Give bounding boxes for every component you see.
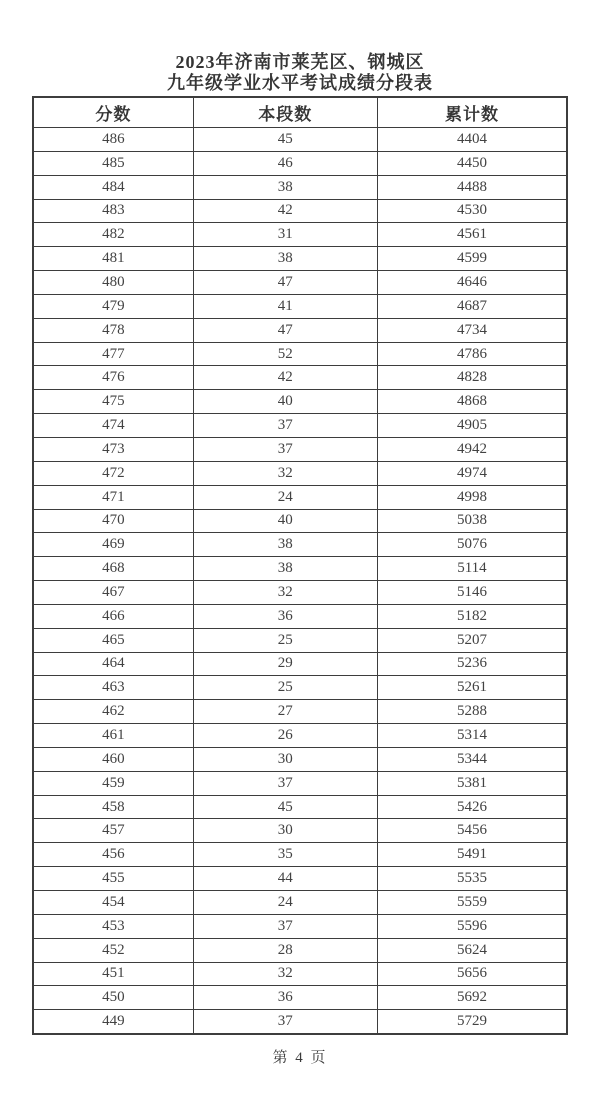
table-row	[33, 151, 567, 175]
table-cell: 27	[193, 700, 377, 724]
table-row	[33, 342, 567, 366]
table-row	[33, 724, 567, 748]
table-cell: 5146	[377, 581, 567, 605]
table-cell: 455	[33, 867, 193, 891]
table-cell: 38	[193, 247, 377, 271]
table-header-row	[33, 97, 567, 128]
document-title	[0, 0, 600, 94]
table-cell: 5381	[377, 771, 567, 795]
table-cell: 37	[193, 1010, 377, 1034]
table-cell: 5624	[377, 938, 567, 962]
table-row	[33, 986, 567, 1010]
table-cell: 480	[33, 271, 193, 295]
table-cell: 464	[33, 652, 193, 676]
table-row	[33, 533, 567, 557]
table-cell: 32	[193, 461, 377, 485]
title-line-2: 九年级学业水平考试成绩分段表	[167, 73, 433, 93]
table-cell: 24	[193, 485, 377, 509]
table-cell: 454	[33, 891, 193, 915]
table-cell: 452	[33, 938, 193, 962]
column-header-cumulative-count: 累计数	[377, 97, 567, 128]
table-cell: 45	[193, 128, 377, 152]
table-cell: 483	[33, 199, 193, 223]
table-cell: 472	[33, 461, 193, 485]
table-cell: 465	[33, 628, 193, 652]
table-cell: 459	[33, 771, 193, 795]
table-cell: 5344	[377, 747, 567, 771]
table-cell: 485	[33, 151, 193, 175]
table-cell: 482	[33, 223, 193, 247]
table-cell: 457	[33, 819, 193, 843]
column-header-score: 分数	[33, 97, 193, 128]
table-row	[33, 294, 567, 318]
table-cell: 29	[193, 652, 377, 676]
table-cell: 47	[193, 271, 377, 295]
table-row	[33, 247, 567, 271]
table-row	[33, 557, 567, 581]
table-cell: 46	[193, 151, 377, 175]
table-cell: 460	[33, 747, 193, 771]
table-cell: 474	[33, 414, 193, 438]
table-cell: 449	[33, 1010, 193, 1034]
table-cell: 42	[193, 199, 377, 223]
table-row	[33, 628, 567, 652]
table-row	[33, 843, 567, 867]
table-row	[33, 795, 567, 819]
table-row	[33, 604, 567, 628]
table-cell: 5207	[377, 628, 567, 652]
table-cell: 479	[33, 294, 193, 318]
table-cell: 4734	[377, 318, 567, 342]
table-cell: 25	[193, 676, 377, 700]
table-cell: 473	[33, 437, 193, 461]
table-cell: 37	[193, 414, 377, 438]
table-cell: 450	[33, 986, 193, 1010]
table-cell: 486	[33, 128, 193, 152]
table-cell: 456	[33, 843, 193, 867]
table-cell: 458	[33, 795, 193, 819]
table-cell: 40	[193, 509, 377, 533]
table-cell: 42	[193, 366, 377, 390]
table-cell: 4488	[377, 175, 567, 199]
title-line-1: 2023年济南市莱芜区、钢城区	[175, 52, 425, 72]
table-cell: 31	[193, 223, 377, 247]
page-number: 第 4 页	[272, 1050, 328, 1067]
table-cell: 5456	[377, 819, 567, 843]
table-row	[33, 485, 567, 509]
score-table-body	[33, 128, 567, 1035]
table-row	[33, 652, 567, 676]
table-cell: 47	[193, 318, 377, 342]
table-cell: 4905	[377, 414, 567, 438]
table-cell: 5038	[377, 509, 567, 533]
table-cell: 451	[33, 962, 193, 986]
table-cell: 40	[193, 390, 377, 414]
table-cell: 5596	[377, 914, 567, 938]
table-cell: 26	[193, 724, 377, 748]
table-cell: 45	[193, 795, 377, 819]
table-cell: 4561	[377, 223, 567, 247]
table-cell: 4530	[377, 199, 567, 223]
table-cell: 4646	[377, 271, 567, 295]
table-cell: 30	[193, 819, 377, 843]
table-cell: 484	[33, 175, 193, 199]
table-cell: 44	[193, 867, 377, 891]
table-row	[33, 747, 567, 771]
table-cell: 468	[33, 557, 193, 581]
table-row	[33, 199, 567, 223]
table-cell: 25	[193, 628, 377, 652]
table-cell: 35	[193, 843, 377, 867]
table-row	[33, 819, 567, 843]
table-row	[33, 175, 567, 199]
table-cell: 471	[33, 485, 193, 509]
table-cell: 4599	[377, 247, 567, 271]
table-cell: 5729	[377, 1010, 567, 1034]
table-row	[33, 1010, 567, 1034]
table-cell: 4868	[377, 390, 567, 414]
table-row	[33, 414, 567, 438]
table-row	[33, 891, 567, 915]
table-cell: 4404	[377, 128, 567, 152]
table-cell: 36	[193, 604, 377, 628]
table-cell: 462	[33, 700, 193, 724]
table-row	[33, 676, 567, 700]
table-cell: 481	[33, 247, 193, 271]
table-cell: 5491	[377, 843, 567, 867]
table-cell: 475	[33, 390, 193, 414]
table-cell: 4942	[377, 437, 567, 461]
table-cell: 5656	[377, 962, 567, 986]
table-row	[33, 867, 567, 891]
table-cell: 461	[33, 724, 193, 748]
table-cell: 41	[193, 294, 377, 318]
table-cell: 30	[193, 747, 377, 771]
score-distribution-table	[32, 96, 568, 1035]
table-cell: 38	[193, 557, 377, 581]
table-cell: 38	[193, 175, 377, 199]
table-row	[33, 128, 567, 152]
table-cell: 469	[33, 533, 193, 557]
table-cell: 477	[33, 342, 193, 366]
table-cell: 28	[193, 938, 377, 962]
table-cell: 4828	[377, 366, 567, 390]
table-cell: 36	[193, 986, 377, 1010]
table-cell: 5261	[377, 676, 567, 700]
table-cell: 5114	[377, 557, 567, 581]
column-header-segment-count: 本段数	[193, 97, 377, 128]
table-row	[33, 390, 567, 414]
table-cell: 4450	[377, 151, 567, 175]
table-cell: 4687	[377, 294, 567, 318]
table-cell: 470	[33, 509, 193, 533]
table-cell: 4998	[377, 485, 567, 509]
table-cell: 466	[33, 604, 193, 628]
table-cell: 478	[33, 318, 193, 342]
table-cell: 37	[193, 771, 377, 795]
table-cell: 5692	[377, 986, 567, 1010]
table-cell: 5426	[377, 795, 567, 819]
table-row	[33, 938, 567, 962]
table-cell: 5314	[377, 724, 567, 748]
table-cell: 5535	[377, 867, 567, 891]
table-row	[33, 437, 567, 461]
table-cell: 5182	[377, 604, 567, 628]
table-row	[33, 581, 567, 605]
table-row	[33, 771, 567, 795]
table-row	[33, 366, 567, 390]
table-cell: 24	[193, 891, 377, 915]
table-cell: 37	[193, 914, 377, 938]
table-cell: 4974	[377, 461, 567, 485]
table-row	[33, 700, 567, 724]
table-cell: 32	[193, 581, 377, 605]
table-row	[33, 461, 567, 485]
table-cell: 463	[33, 676, 193, 700]
table-cell: 4786	[377, 342, 567, 366]
table-row	[33, 271, 567, 295]
table-row	[33, 223, 567, 247]
table-cell: 32	[193, 962, 377, 986]
table-cell: 5236	[377, 652, 567, 676]
table-row	[33, 962, 567, 986]
table-row	[33, 509, 567, 533]
table-cell: 453	[33, 914, 193, 938]
table-row	[33, 318, 567, 342]
table-cell: 38	[193, 533, 377, 557]
table-cell: 467	[33, 581, 193, 605]
table-cell: 52	[193, 342, 377, 366]
table-cell: 5076	[377, 533, 567, 557]
table-cell: 5288	[377, 700, 567, 724]
table-cell: 476	[33, 366, 193, 390]
table-row	[33, 914, 567, 938]
table-cell: 5559	[377, 891, 567, 915]
table-cell: 37	[193, 437, 377, 461]
